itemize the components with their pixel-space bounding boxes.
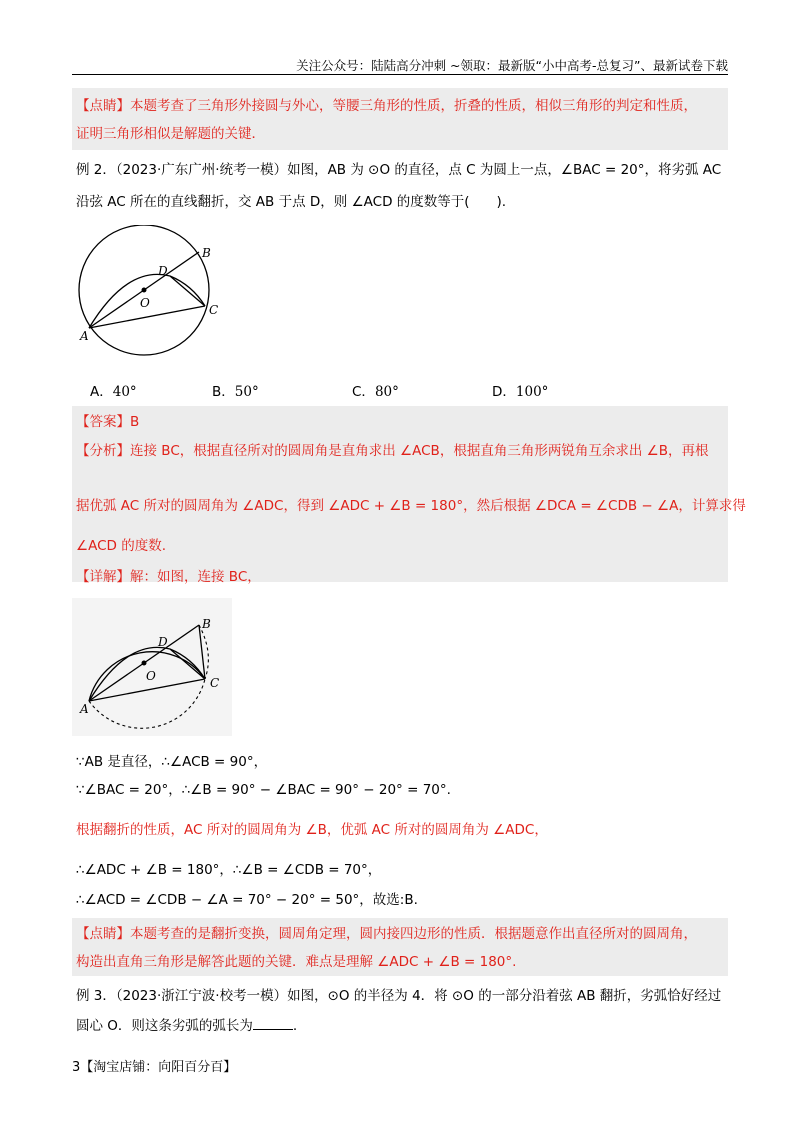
option-a: A．40° bbox=[90, 384, 137, 400]
analysis-line3: ∠ACD 的度数. bbox=[76, 538, 167, 554]
circle-lower-dashed-arc bbox=[89, 679, 205, 728]
label-d: D bbox=[158, 635, 168, 649]
page-footer: 3【淘宝店铺：向阳百分百】 bbox=[72, 1060, 237, 1075]
answer-blank[interactable] bbox=[253, 1017, 293, 1030]
example3-line1: 例 3．（2023·浙江宁波·校考一模）如图，⊙O 的半径为 4．将 ⊙O 的一部分沿着弦 AB 翻折，劣弧恰好经过 bbox=[76, 988, 722, 1004]
label-d: D bbox=[158, 264, 168, 278]
label-o: O bbox=[140, 296, 150, 310]
label-a: A bbox=[80, 329, 89, 343]
analysis-line1: 【分析】连接 BC，根据直径所对的圆周角是直角求出 ∠ACB，根据直角三角形两锐角互余求出 ∠B，再根 bbox=[76, 443, 709, 459]
label-b: B bbox=[202, 617, 211, 631]
detail-step1: ∵AB 是直径，∴∠ACB = 90°， bbox=[76, 754, 268, 770]
label-a: A bbox=[80, 702, 89, 716]
segment-dc bbox=[170, 649, 205, 679]
circle-figure-solution bbox=[72, 598, 232, 738]
option-d: D．100° bbox=[492, 384, 549, 400]
label-b: B bbox=[202, 246, 211, 260]
solution-block bbox=[72, 406, 728, 582]
example2-line1: 例 2．（2023·广东广州·统考一模）如图，AB 为 ⊙O 的直径，点 C 为圆上一点，∠BAC = 20°，将劣弧 AC bbox=[76, 162, 722, 178]
comment2-line2: 构造出直角三角形是解答此题的关键．难点是理解 ∠ADC + ∠B = 180°. bbox=[76, 954, 517, 970]
answer-line: 【答案】B bbox=[76, 414, 140, 430]
detail-step4: ∴∠ADC + ∠B = 180°，∴∠B = ∠CDB = 70°， bbox=[76, 862, 382, 878]
page-header: 关注公众号：陆陆高分冲刺 ~领取：最新版“小中高考-总复习”、最新试卷下载 bbox=[72, 52, 728, 75]
label-o: O bbox=[146, 669, 156, 683]
detail-step3: 根据翻折的性质，AC 所对的圆周角为 ∠B，优弧 AC 所对的圆周角为 ∠ADC， bbox=[76, 822, 548, 838]
label-c: C bbox=[209, 303, 219, 317]
example2-line2: 沿弦 AC 所在的直线翻折，交 AB 于点 D，则 ∠ACD 的度数等于( ). bbox=[76, 194, 507, 210]
comment2-line1: 【点睛】本题考查的是翻折变换，圆周角定理，圆内接四边形的性质．根据题意作出直径所对的圆周角， bbox=[76, 926, 697, 942]
prev-comment-line1: 【点睛】本题考查了三角形外接圆与外心，等腰三角形的性质，折叠的性质，相似三角形的判定和性质， bbox=[76, 98, 697, 114]
detail-step2: ∵∠BAC = 20°，∴∠B = 90° − ∠BAC = 90° − 20° = 70°. bbox=[76, 782, 451, 798]
center-o bbox=[142, 288, 147, 293]
label-c: C bbox=[210, 676, 220, 690]
analysis-line2: 据优弧 AC 所对的圆周角为 ∠ADC，得到 ∠ADC + ∠B = 180°，然后根据 ∠DCA = ∠CDB − ∠A，计算求得 bbox=[76, 498, 746, 514]
segment-dc bbox=[170, 276, 205, 306]
center-o bbox=[142, 661, 147, 666]
option-b: B．50° bbox=[212, 384, 259, 400]
option-c: C．80° bbox=[352, 384, 399, 400]
detail-step5: ∴∠ACD = ∠CDB − ∠A = 70° − 20° = 50°，故选:B. bbox=[76, 892, 418, 908]
example3-line2: 圆心 O．则这条劣弧的弧长为 . bbox=[76, 1018, 298, 1034]
prev-comment-line2: 证明三角形相似是解题的关键． bbox=[76, 126, 265, 142]
detail-intro: 【详解】解：如图，连接 BC， bbox=[76, 569, 261, 585]
circle-figure-question bbox=[72, 225, 232, 370]
